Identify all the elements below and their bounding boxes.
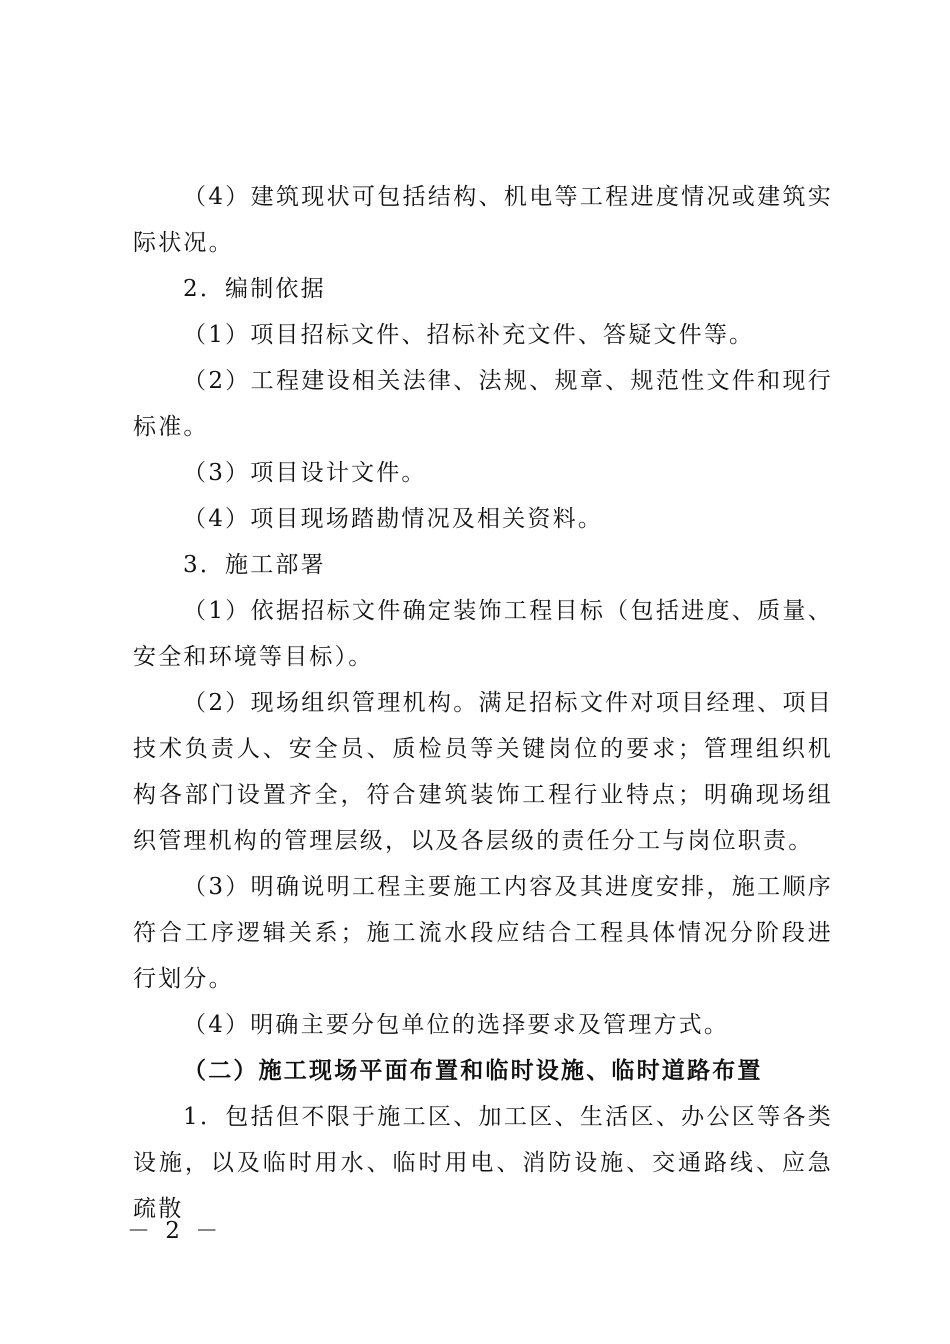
paragraph-basis-2: （2）工程建设相关法律、法规、规章、规范性文件和现行标准。 [133,368,833,440]
subsection-compilation-basis: 2．编制依据 [183,276,326,302]
paragraph-basis-3: （3）项目设计文件。 [183,460,427,486]
paragraph-deployment-4: （4）明确主要分包单位的选择要求及管理方式。 [183,1012,730,1038]
document-body [133,174,833,1232]
paragraph-basis-1: （1）项目招标文件、招标补充文件、答疑文件等。 [183,322,755,348]
paragraph-building-status: （4）建筑现状可包括结构、机电等工程进度情况或建筑实际状况。 [133,184,833,256]
paragraph-deployment-1: （1）依据招标文件确定装饰工程目标（包括进度、质量、安全和环境等目标）。 [133,598,833,670]
subsection-construction-deployment: 3．施工部署 [183,552,326,578]
page-number: － 2 － [127,1218,223,1244]
paragraph-site-layout-1: 1．包括但不限于施工区、加工区、生活区、办公区等各类设施，以及临时用水、临时用电、消防设施、交通路线、应急疏散 [133,1104,833,1222]
paragraph-basis-4: （4）项目现场踏勘情况及相关资料。 [183,506,604,532]
paragraph-deployment-2: （2）现场组织管理机构。满足招标文件对项目经理、项目技术负责人、安全员、质检员等关键岗位的要求；管理组织机构各部门设置齐全，符合建筑装饰工程行业特点；明确现场组织管理机构的管理层级，以及各层级的责任分工与岗位职责。 [133,690,833,854]
section-heading: （二）施工现场平面布置和临时设施、临时道路布置 [183,1057,763,1084]
paragraph-deployment-3: （3）明确说明工程主要施工内容及其进度安排，施工顺序符合工序逻辑关系；施工流水段应结合工程具体情况分阶段进行划分。 [133,874,833,992]
